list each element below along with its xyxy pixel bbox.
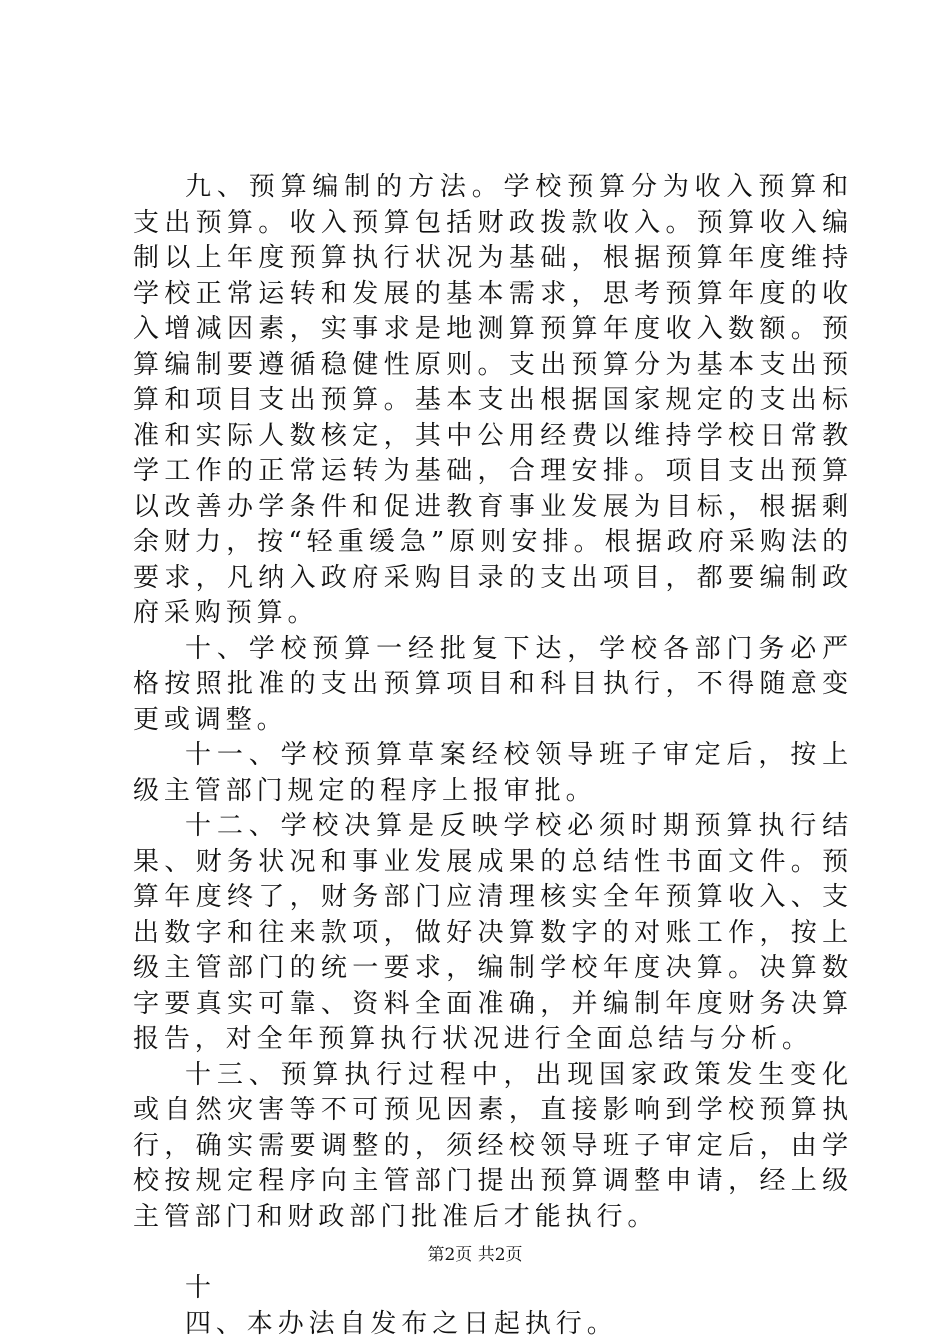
- paragraph-nine: 九、预算编制的方法。学校预算分为收入预算和支出预算。收入预算包括财政拨款收入。预算收入编制以上年度预算执行状况为基础，根据预算年度维持学校正常运转和发展的基本需求，思考预算年度的收入增减因素，实事求是地测算预算年度收入数额。预算编制要遵循稳健性原则。支出预算分为基本支出预算和项目支出预算。基本支出根据国家规定的支出标准和实际人数核定，其中公用经费以维持学校日常教学工作的正常运转为基础，合理安排。项目支出预算以改善办学条件和促进教育事业发展为目标，根据剩余财力，按“轻重缓急”原则安排。根据政府采购法的要求，凡纳入政府采购目录的支出项目，都要编制政府采购预算。: [133, 172, 853, 628]
- paragraph-twelve: 十二、学校决算是反映学校必须时期预算执行结果、财务状况和事业发展成果的总结性书面文件。预算年度终了，财务部门应清理核实全年预算收入、支出数字和往来款项，做好决算数字的对账工作，按上级主管部门的统一要求，编制学校年度决算。决算数字要真实可靠、资料全面准确，并编制年度财务决算报告，对全年预算执行状况进行全面总结与分析。: [133, 811, 853, 1054]
- paragraph-eleven: 十一、学校预算草案经校领导班子审定后，按上级主管部门规定的程序上报审批。: [133, 740, 853, 806]
- paragraph-ten: 十、学校预算一经批复下达，学校各部门务必严格按照批准的支出预算项目和科目执行，不得随意变更或调整。: [133, 633, 853, 735]
- paragraph-fourteen-body: 四、本办法自发布之日起执行。: [185, 1308, 618, 1339]
- document-body: [133, 170, 853, 1342]
- paragraph-thirteen: 十三、预算执行过程中，出现国家政策发生变化或自然灾害等不可预见因素，直接影响到学校预算执行，确实需要调整的，须经校领导班子审定后，由学校按规定程序向主管部门提出预算调整申请，经上级主管部门和财政部门批准后才能执行。: [133, 1059, 853, 1232]
- page-footer: 第2页 共2页: [427, 1245, 523, 1265]
- paragraph-fourteen-head: 十: [185, 1273, 216, 1303]
